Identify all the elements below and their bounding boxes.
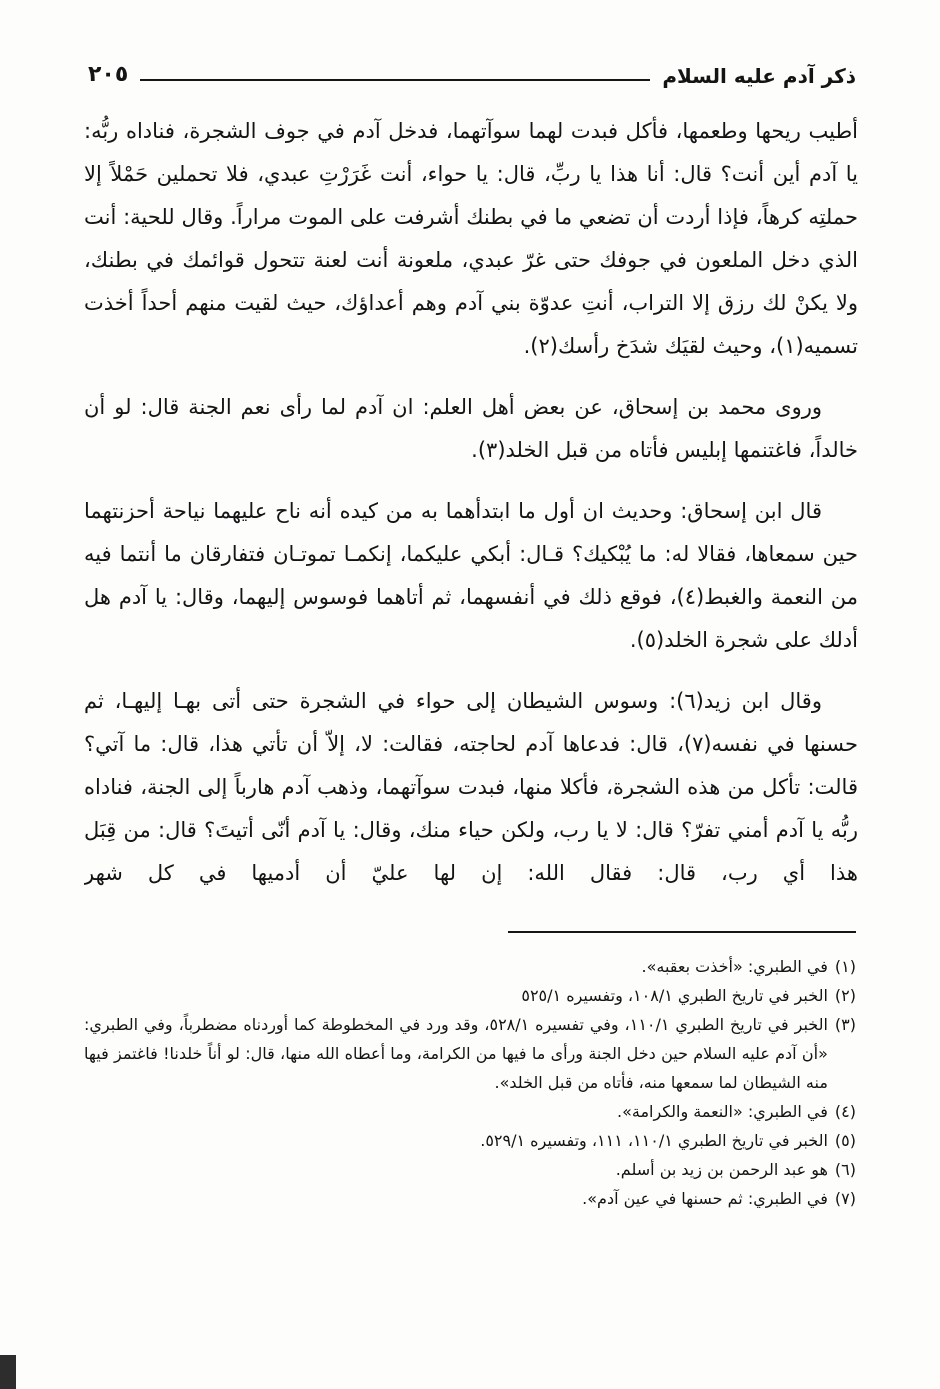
footnote — [84, 1184, 856, 1213]
footnote — [84, 981, 856, 1010]
footnote-marker: (٤) — [834, 1102, 856, 1121]
page-number: ٢٠٥ — [88, 62, 129, 87]
main-text — [84, 110, 858, 934]
paragraph: وروى محمد بن إسحاق، عن بعض أهل العلم: ان آدم لما رأى نعم الجنة قال: لو أن خالداً، فاغتنمها إبليس فأتاه من قبل الخلد(٣). — [84, 395, 858, 462]
running-head — [88, 64, 856, 86]
footnote-text: الخبر في تاريخ الطبري ١٠٨/١، وتفسيره ٥٢٥/١ — [521, 986, 828, 1005]
footnote — [84, 1010, 856, 1097]
footnote-text: في الطبري: «أخذت بعقبه». — [641, 957, 828, 976]
footnote-marker: (٣) — [834, 1015, 856, 1034]
footnote-marker: (٦) — [834, 1160, 856, 1179]
footnote — [84, 1097, 856, 1126]
footnote-separator — [508, 931, 856, 933]
footnote-text: هو عبد الرحمن بن زيد بن أسلم. — [615, 1160, 828, 1179]
header-rule — [140, 79, 650, 81]
paragraph: وقال ابن زيد(٦): وسوس الشيطان إلى حواء في الشجرة حتى أتى بهـا إليهـا، ثم حسنها في نفسه(٧)، قال: فدعاها آدم لحاجته، فقالت: لا، إلاّ أن تأتي هذا، قال: ما آتي؟ قالت: تأكل من هذه الشجرة، فأكلا منها، فبدت سوآتهما، وذهب آدم هارباً إلى الجنة، فناداه ربُّه يا آدم أمني تفرّ؟ قال: لا يا رب، ولكن حياء منك، وقال: يا آدم أنّى أتيتَ؟ قال: من قِبَل هذا أي رب، قال: فقال الله: إن لها عليّ أن أدميها في كل شهر — [84, 689, 858, 885]
footnote-marker: (٥) — [834, 1131, 856, 1150]
footnote — [84, 952, 856, 981]
paragraph: قال ابن إسحاق: وحديث ان أول ما ابتدأهما به من كيده أنه ناح عليهما نياحة أحزنتهما حين سمعاها، فقالا له: ما يُبْكيك؟ قـال: أبكي عليكما، إنكمـا تموتـان فتفارقان ما أنتما فيه من النعمة والغبط(٤)، فوقع ذلك في أنفسهما، ثم أتاهما فوسوس إليهما، وقال: يا آدم هل أدلك على شجرة الخلد(٥). — [84, 499, 858, 652]
footnote-text: في الطبري: «النعمة والكرامة». — [616, 1102, 828, 1121]
footnote — [84, 1126, 856, 1155]
footnote — [84, 1155, 856, 1184]
footnote-text: الخبر في تاريخ الطبري ١١٠/١، وفي تفسيره ٥٢٨/١، وقد ورد في المخطوطة كما أوردناه مضطرباً، وفي الطبري: «أن آدم عليه السلام حين دخل الجنة ورأى ما فيها من الكرامة، وما أعطاه الله منها، قال: لو أناً خلدنا! فاغتمز فيها منه الشيطان لما سمعها منه، فأتاه من قبل الخلد». — [84, 1015, 828, 1092]
paragraph: أطيب ريحها وطعمها، فأكل فبدت لهما سوآتهما، فدخل آدم في جوف الشجرة، فناداه ربُّه: يا آدم أين أنت؟ قال: أنا هذا يا ربِّ، قال: يا حواء، أنت غَرَرْتِ عبدي، فلا تحملين حَمْلاً إلا حملتِه كرهاً، فإذا أردت أن تضعي ما في بطنك أشرفت على الموت مراراً. وقال للحية: أنت الذي دخل الملعون في جوفك حتى غرّ عبدي، ملعونة أنت لعنة تتحول قوائمك في بطنك، ولا يكنْ لك رزق إلا التراب، أنتِ عدوّة بني آدم وهم أعداؤك، حيث لقيت منهم أحداً أخذت تسميه(١)، وحيث لقيَك شدَخ رأسك(٢). — [84, 119, 858, 358]
footnote-marker: (٢) — [834, 986, 856, 1005]
footnote-text: في الطبري: ثم حسنها في عين آدم». — [582, 1189, 828, 1208]
corner-print-mark — [0, 1355, 16, 1389]
footnotes-section — [84, 952, 856, 1213]
footnote-marker: (١) — [834, 957, 856, 976]
footnote-text: الخبر في تاريخ الطبري ١١٠/١، ١١١، وتفسيره ٥٢٩/١. — [480, 1131, 828, 1150]
footnote-marker: (٧) — [834, 1189, 856, 1208]
header-title: ذكر آدم عليه السلام — [662, 64, 856, 88]
